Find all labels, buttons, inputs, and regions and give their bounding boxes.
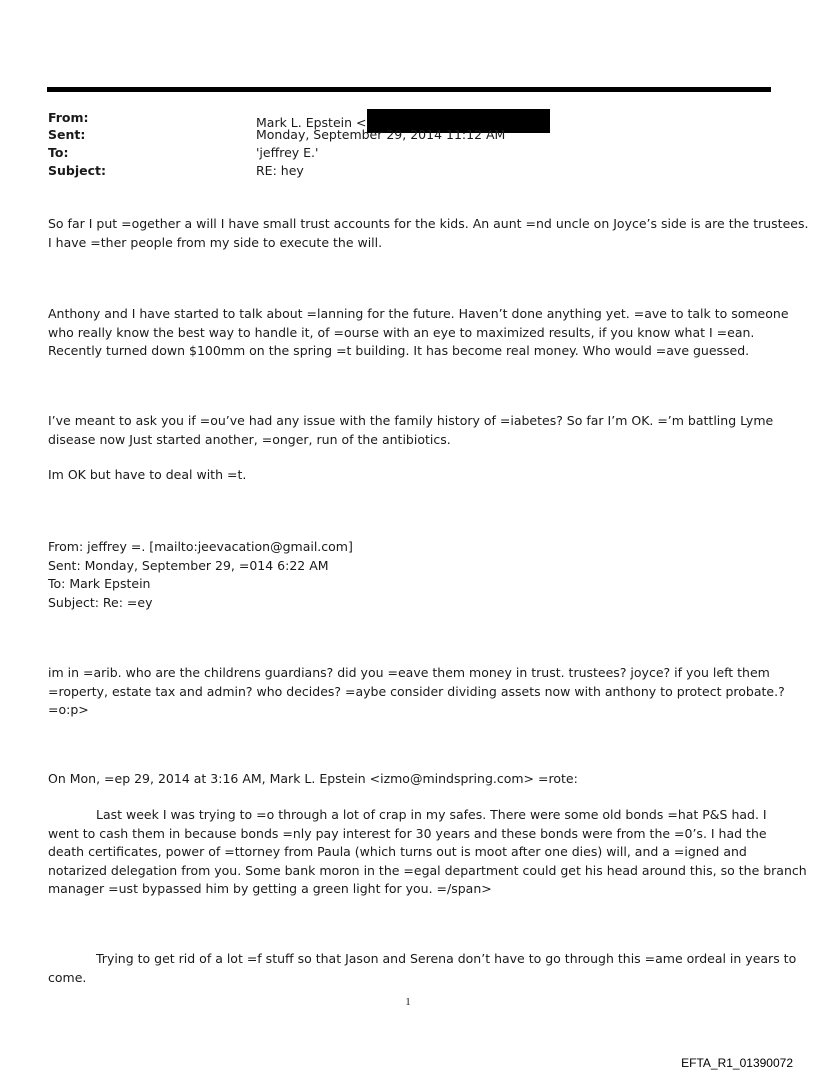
bates-number: EFTA_R1_01390072 — [681, 1056, 793, 1070]
text-line: I have =ther people from my side to execute the will. — [48, 234, 383, 250]
header-rule — [47, 87, 771, 92]
text-line: Im OK but have to deal with =t. — [48, 467, 247, 482]
quoted-from: From: jeffrey =. [mailto:jeevacation@gmail.com] — [48, 539, 353, 554]
paragraph-safes — [48, 806, 807, 899]
text-line-first: Last week I was trying to =o through a lot of crap in my safes. There were some old bonds =hat P&S had. I — [96, 807, 767, 822]
from-value-text: Mark L. Epstein < — [256, 115, 367, 130]
paragraph-ok — [48, 466, 776, 485]
subject-value: RE: hey — [256, 163, 304, 178]
paragraph-reply — [48, 664, 785, 720]
quoted-to: To: Mark Epstein — [48, 576, 151, 591]
text-line — [48, 950, 797, 969]
text-line: went to cash them in because bonds =nly pay interest for 30 years and these bonds were from the =0’s. I had the — [48, 825, 767, 841]
text-line: death certificates, power of =ttorney from Paula (which turns out is moot after one dies) will, and a =igned and — [48, 844, 747, 859]
text-line: manager =ust bypassed him by getting a green light for you. =/span> — [48, 881, 492, 896]
text-line: come. — [48, 969, 87, 985]
text-line-first: Trying to get rid of a lot =f stuff so that Jason and Serena don’t have to go through this =ame ordeal in years to — [96, 951, 797, 966]
quoted-email-header — [48, 538, 776, 612]
quoted-subject: Subject: Re: =ey — [48, 594, 153, 610]
text-line: notarized delegation from you. Some bank moron in the =egal department could get his head around this, so the branch — [48, 862, 807, 878]
text-line: who really know the best way to handle it, of =ourse with an eye to maximized results, if you know what I =ean. — [48, 324, 755, 340]
text-line: im in =arib. who are the childrens guardians? did you =eave them money in trust. trustees? joyce? if you left them — [48, 665, 770, 680]
to-value: 'jeffrey E.' — [256, 145, 319, 160]
paragraph-stuff — [48, 950, 797, 987]
text-line: =roperty, estate tax and admin? who decides? =aybe consider dividing assets now with anthony to protect probate.? — [48, 683, 785, 699]
paragraph-will — [48, 215, 809, 252]
text-line: So far I put =ogether a will I have small trust accounts for the kids. An aunt =nd uncle on Joyce’s side is are the trustees. — [48, 216, 809, 231]
text-line: =o:p> — [48, 702, 89, 717]
from-label: From: — [48, 110, 89, 125]
quoted-sent: Sent: Monday, September 29, =014 6:22 AM — [48, 557, 329, 573]
text-line: I’ve meant to ask you if =ou’ve had any issue with the family history of =iabetes? So far I’m OK. =’m battling Lyme — [48, 413, 774, 428]
text-line: Recently turned down $100mm on the spring =t building. It has become real money. Who would =ave guessed. — [48, 343, 750, 358]
sent-value: Monday, September 29, 2014 11:12 AM — [256, 127, 506, 142]
text-line — [48, 806, 776, 825]
to-label: To: — [48, 145, 69, 160]
paragraph-on-mon — [48, 770, 776, 789]
paragraph-planning — [48, 305, 789, 361]
paragraph-health — [48, 412, 776, 449]
page-number: 1 — [405, 996, 411, 1008]
sent-label: Sent: — [48, 127, 86, 142]
text-line: On Mon, =ep 29, 2014 at 3:16 AM, Mark L. Epstein <izmo@mindspring.com> =rote: — [48, 771, 578, 786]
text-line: disease now Just started another, =onger, run of the antibiotics. — [48, 431, 451, 447]
text-line: Anthony and I have started to talk about =lanning for the future. Haven’t done anything yet. =ave to talk to someone — [48, 306, 789, 321]
subject-label: Subject: — [48, 163, 106, 178]
